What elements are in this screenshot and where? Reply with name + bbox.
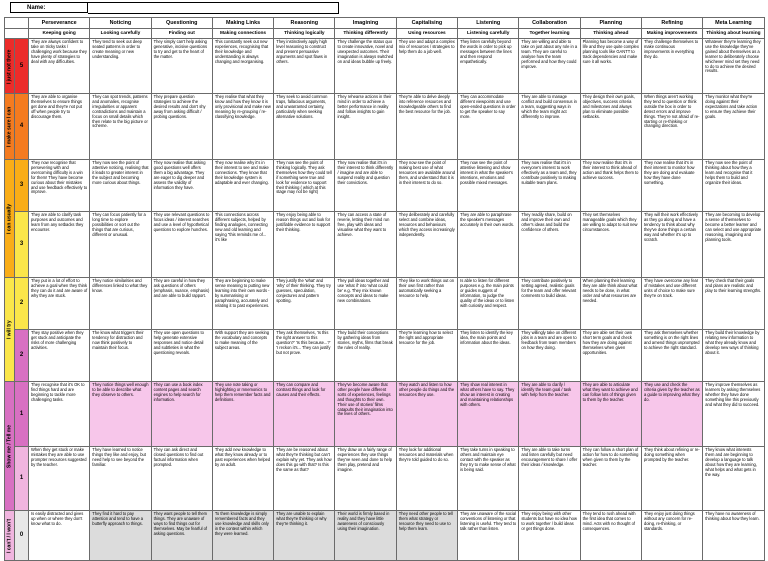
descriptor-cell: When they get stuck or make mistakes they are able to use prompter resources suggested by the teacher. — [29, 447, 90, 511]
column-title: Making Links — [212, 18, 273, 29]
descriptor-cell: Is able to listen for different purposes e.g. the main points or guides nuggets of information, to judge the quality of the ideas or to listen with curiosity and respect. — [458, 278, 519, 330]
level-number: 4 — [15, 94, 29, 160]
descriptor-cell: They draw on a fairly range of experiences they use things they've seen and done to help them play, pretend and imagine. — [335, 447, 396, 511]
descriptor-cell: They now see the point of attentive noticing, realising that it leads to greater interest in the subject and becoming more curious about things. — [90, 160, 151, 212]
descriptor-cell: They now see the point of thinking about how they a learn and recognise that it helps them to build and organize their ideas. — [703, 160, 764, 212]
descriptor-cell: They now see the point of attentive listening and show interest in what the speaker's intentions, emotions and possible mixed messages. — [458, 160, 519, 212]
descriptor-cell: They rehearse actions in their mind in order to achieve a better performance in reality and follow insights to gain insight. — [335, 94, 396, 160]
descriptor-cell: Their world is firmly based in reality and they have little awareness of consciously using their imagination. — [335, 511, 396, 561]
descriptor-cell: They've become aware that other people have different sorts of experiences, feelings and thoughts to their own. Their use of stories/ films catapults their imagination into the lives of others. — [335, 382, 396, 447]
descriptor-cell: They are able to manage conflict and build consensus in a team, suggesting ways in which the team might act differently to improve. — [519, 94, 580, 160]
column-title: Imagining — [335, 18, 396, 29]
descriptor-cell: This constantly seek out new experiences, recognising that their knowledge and understanding is always changing and reorganising. — [212, 39, 273, 94]
band-label: I make sure I can — [5, 94, 15, 160]
table-row — [5, 511, 765, 561]
learning-dispositions-table — [4, 17, 765, 561]
descriptor-cell: Is easily distracted and gives up when or where they don't know what to do. — [29, 511, 90, 561]
descriptor-cell: They can access a state of reverie, letting their mind run free, play with ideas and visualise what they want to achieve. — [335, 212, 396, 278]
descriptor-cell: They're able to delve deeply into reference resources and knowledgeable others to find the best resource for the job. — [396, 94, 457, 160]
descriptor-cell: They now realise that it's in their interest to think ahead of action and thank helps them to achieve success. — [580, 160, 641, 212]
band-label: I will try — [5, 278, 15, 382]
descriptor-cell: They realise that what they know and how they know it is only provisional and make new meaning by re-grouping / re-classifying knowledge. — [212, 94, 273, 160]
level-number: 0 — [15, 511, 29, 561]
descriptor-cell: They have no awareness of thinking about how they learn. — [703, 511, 764, 561]
descriptor-cell: They are able to take turns and listen carefully but need encouragement to share / offer their ideas / knowledge. — [519, 447, 580, 511]
descriptor-cell: They will their work effectively as they go along and have a tendency to think about why they've done things a certain way and whether it's up to scratch. — [641, 212, 702, 278]
descriptor-cell: With support they are seeking the vocabulary and concepts to make meaning of the subject areas. — [212, 330, 273, 382]
descriptor-cell: They like to work things out on their own first rather than automatically seeking a resource to help. — [396, 278, 457, 330]
table-row — [5, 278, 765, 330]
column-subtitle: Together learning — [519, 29, 580, 39]
column-subtitle: Thinking logically — [274, 29, 335, 39]
descriptor-cell: They use relevant questions to focus ideas / interest searches and use a level of hypothetical questions to explore hunches. — [151, 212, 212, 278]
column-title: Collaboration — [519, 18, 580, 29]
descriptor-cell: They instinctively apply high level reasoning to construct and present persuasive arguments and spot flaws in others. — [274, 39, 335, 94]
level-number: 1 — [15, 447, 29, 511]
column-subtitle: Keeping going — [29, 29, 90, 39]
column-subtitle: Looking carefully — [90, 29, 151, 39]
descriptor-cell: They prepare question strategies to achieve the desired results and don't shy away from asking difficult / probing questions. — [151, 94, 212, 160]
table-row — [5, 160, 765, 212]
column-subtitle: Listening carefully — [458, 29, 519, 39]
descriptor-cell: They can use a book index content pages and search engines to help search for information. — [151, 382, 212, 447]
descriptor-cell: They ask themselves whether something is on the right lines and amend things unprompted to achieve the right standard. — [641, 330, 702, 382]
column-title: Meta Learning — [703, 18, 764, 29]
descriptor-cell: They now realise why it's in their interest to see and make connections. They know that their knowledge system is adaptable and ever changing. — [212, 160, 273, 212]
level-number: 3 — [15, 212, 29, 278]
descriptor-cell: They challenge the status quo to create innovative, novel and unexpected outcomes. Their imagination is always switched on and ideas bubble up freely. — [335, 39, 396, 94]
descriptor-cell: They listen to identify the key idea, the main points and information about the ideas. — [458, 330, 519, 382]
descriptor-cell: They notice things well enough to be able to describe what they observe to others. — [90, 382, 151, 447]
descriptor-cell: They are unable to explain what they're thinking or why they're thinking it. — [274, 511, 335, 561]
descriptor-cell: They enjoy being with other students but have no idea how to work together / build ideas or get things done. — [519, 511, 580, 561]
descriptor-cell: They are able to organise themselves to ensure things get done and they're not put off when people try to discourage them. — [29, 94, 90, 160]
table-row — [5, 447, 765, 511]
grid-body — [5, 39, 765, 561]
descriptor-cell: They are unaware of the social conventions of listening or that listening is useful. They tend to talk rather than listen. — [458, 511, 519, 561]
column-subtitle: Making improvements — [641, 29, 702, 39]
column-title: Refining — [641, 18, 702, 29]
descriptor-cell: Whatever they're learning they use the knowledge they've gained about themselves as a learner to deliberately choose whichever mind set they need to do to achieve the desired results. — [703, 39, 764, 94]
descriptor-cell: They want people to tell them things. They are unaware of ways to find things out for themselves. May be fearful of asking questions. — [151, 511, 212, 561]
descriptor-cell: They build their knowledge by relating new information to what they already know and develop new ways of thinking about it. — [703, 330, 764, 382]
descriptor-cell: They now realise that asking good questions well offers them a big advantage. They are eager to dig deeper and assess the validity of information they have. — [151, 160, 212, 212]
column-title: Noticing — [90, 18, 151, 29]
descriptor-cell: To them knowledge is simply remembered facts and they use knowledge and skills only in the context within which they were learned. — [212, 511, 273, 561]
descriptor-cell: They can compare and contrast things and look for causes and their effects. — [274, 382, 335, 447]
band-label: I can usually — [5, 160, 15, 278]
descriptor-cell: They watch and listen to how other people do things and the resources they use. — [396, 382, 457, 447]
descriptor-cell: They ask themselves, 'Is this the right answer to this question?' 'Is this because...?' 'I reckon it's... They can justify but not prove. — [274, 330, 335, 382]
column-title: Capitalising — [396, 18, 457, 29]
level-number: 2 — [15, 278, 29, 330]
descriptor-cell: They pull ideas together and use 'what if' into 'what could be' e.g. They mix known concepts and ideas to make new combinations. — [335, 278, 396, 330]
descriptor-cell: They use note taking or highlighting or mnemonics to help them remember facts and definitions. — [212, 382, 273, 447]
corner-cell-sub — [5, 29, 29, 39]
level-number: 1 — [15, 382, 29, 447]
descriptor-cell: They think about refining or re-doing something when prompted by the teacher. — [641, 447, 702, 511]
descriptor-cell: They can accommodate different viewpoints and use open-ended questions in order to get the speaker to say more. — [458, 94, 519, 160]
descriptor-cell: They improve themselves as learners by asking themselves whether they have done something like this previously and what they did to succeed. — [703, 382, 764, 447]
table-row — [5, 382, 765, 447]
column-title: Planning — [580, 18, 641, 29]
descriptor-cell: They use and check the criteria given by the teacher as a guide to improving what they do. — [641, 382, 702, 447]
name-field[interactable] — [88, 2, 339, 14]
descriptor-cell: They deliberately and carefully select and combine ideas, resources and behaviours which they access increasingly independently. — [396, 212, 457, 278]
descriptor-cell: They look for additional resources and materials when they're told guided to do so. — [396, 447, 457, 511]
descriptor-cell: They contribute positively to setting agreed, realistic goals for the team and offer relevant comments to build ideas. — [519, 278, 580, 330]
descriptor-cell: They use and adapt a complex mix of resources / strategies to help them do a job well. — [396, 39, 457, 94]
column-subtitle: Using resources — [396, 29, 457, 39]
descriptor-cell: They readily share, build on and improve their own and other's ideas and build the confidence of others. — [519, 212, 580, 278]
name-row — [10, 2, 339, 13]
descriptor-cell: They know what interests them and are beginning to develop a language to talk about how they are learning, what helps and what gets in the way. — [703, 447, 764, 511]
descriptor-cell: They are always confident to take on tricky tasks / challenging work because they have plenty of strategies to deal with any difficulties. — [29, 39, 90, 94]
corner-cell — [5, 18, 29, 29]
column-title: Questioning — [151, 18, 212, 29]
descriptor-cell: They listen carefully beyond the words in order to pick up messages between the lines and then respond empathetically. — [458, 39, 519, 94]
column-subtitle: Finding out — [151, 29, 212, 39]
descriptor-cell: They can spot trends, patterns and anomalies, recognise irregularities or apparent contradictions and maintain a focus on small details which then relate to the big picture or scheme. — [90, 94, 151, 160]
descriptor-cell: They now see the point of thinking logically. They ask themselves how they could tell if something were true and look for evidence to support their thinking ( which at this stage may not be right) — [274, 160, 335, 212]
descriptor-cell: They design their own goals, objectives, success criteria and milestones and always plan to eliminate possible setbacks. — [580, 94, 641, 160]
descriptor-cell: Planning has become a way of life and they use quite complex planning tools like GANTT to track dependencies and make sure it all works. — [580, 39, 641, 94]
descriptor-cell: They have learned to notice things they like and enjoy, but need help to see beyond the familiar. — [90, 447, 151, 511]
descriptor-cell: They recognise that it's OK to find things hard and are beginning to tackle more challenging tasks. — [29, 382, 90, 447]
descriptor-cell: They now see the point of making best use of what resources are available around them, and understand that it is in their interest to do so. — [396, 160, 457, 212]
band-label: I just not there — [5, 39, 15, 94]
descriptor-cell: They tend to seek out deep seated patterns in order to create meaning or new understanding. — [90, 39, 151, 94]
descriptor-cell: This connections across different subjects, helped by finding analogies, connecting new and old learning and saying "this reminds me of... it's like — [212, 212, 273, 278]
descriptor-cell: They enjoy being able to reason things out and look for justifiable evidence to support their thinking. — [274, 212, 335, 278]
column-subtitles-row — [5, 29, 765, 39]
descriptor-cell: They can focus patiently for a long time to explore possibilities or sort out the things that are curious, different or unusual. — [90, 212, 151, 278]
descriptor-cell: They willingly take on different jobs in a team and are open to feedback from team members on how they doing. — [519, 330, 580, 382]
descriptor-cell: They check that their goals and plans are realistic and play to their learning strengths. — [703, 278, 764, 330]
level-number: 5 — [15, 39, 29, 94]
descriptor-cell: They are able to clarify task purposes and outcomes and learn from any setbacks they encounter. — [29, 212, 90, 278]
descriptor-cell: They use open questions to help generate extensive responses and notice detail and subtleties in what the questioning reveals. — [151, 330, 212, 382]
table-row — [5, 94, 765, 160]
descriptor-cell: They now recognise that persevering with and overcoming difficulty is a win for them! They have become curious about their mistakes and use feedback effectively to improve. — [29, 160, 90, 212]
descriptor-cell: They are beginning to make sense meaning to putting new learning into their own words - by summarising or paraphrasing, accurately and relating it to past experiences. — [212, 278, 273, 330]
descriptor-cell: They find it hard to pay attention and tend to have a butterfly approach to things. — [90, 511, 151, 561]
descriptor-cell: They are be reasoned about what they're thinking but can't explain why yet. They ask how does this go with that? Is this the same as that? — [274, 447, 335, 511]
column-title: Listening — [458, 18, 519, 29]
column-title: Reasoning — [274, 18, 335, 29]
descriptor-cell: They can ask direct and closed questions to find out factual information when prompted. — [151, 447, 212, 511]
descriptor-cell: They are able to articulate what they want to achieve and can follow lots of things given to them by the teacher. — [580, 382, 641, 447]
column-titles-row — [5, 18, 765, 29]
descriptor-cell: They monitor what they're doing against their expectations and take action to ensure they achieve their goals. — [703, 94, 764, 160]
band-label: I can't / I won't — [5, 511, 15, 561]
band-label: Show me / Tell me — [5, 382, 15, 511]
table-row — [5, 39, 765, 94]
descriptor-cell: They enjoy just doing things without any concern for re-doing, re-thinking, or standards. — [641, 511, 702, 561]
column-subtitle: Making connections — [212, 29, 273, 39]
descriptor-cell: They build their conceptions by gathering ideas from stories, myths, films that break the rules of reality. — [335, 330, 396, 382]
descriptor-cell: They now realise that it's in their interest to monitor how they are doing and evaluate how they have done something. — [641, 160, 702, 212]
table-row — [5, 212, 765, 278]
name-label: Name: — [10, 2, 88, 13]
descriptor-cell: They put in a lot of effort to achieve a goal when they think they can do it and are aware of why they are stuck. — [29, 278, 90, 330]
descriptor-cell: They stay positive when they get stuck and anticipate the risks of more challenging activities. — [29, 330, 90, 382]
descriptor-cell: They now realise that it's in their interest to think differently / imagine and are able to suspend reality and question their convictions. — [335, 160, 396, 212]
level-number: 3 — [15, 160, 29, 212]
descriptor-cell: They're learning how to select the right and appropriate resource for the job. — [396, 330, 457, 382]
level-number: 2 — [15, 330, 29, 382]
descriptor-cell: They simply can't help asking generative, incisive questions to try and get to the heart of the matter. — [151, 39, 212, 94]
column-subtitle: Thinking about learning — [703, 29, 764, 39]
descriptor-cell: They show real interest in what others have to say. They show an interest in creating and maintaining relationships with others. — [458, 382, 519, 447]
descriptor-cell: They are able to clarify / identify the team goal / task with help from the teacher. — [519, 382, 580, 447]
descriptor-cell: They notice similarities and differences linked to what they know. — [90, 278, 151, 330]
descriptor-cell: When things aren't working they tend to question or think outside the box in order to detect errors and improve things. They're not afraid of re-starting or re-thinking or changing direction. — [641, 94, 702, 160]
descriptor-cell: The know what triggers their tendency for distraction and now think positively to maintain their focus. — [90, 330, 151, 382]
descriptor-cell: They tend to rush ahead with the first idea that comes to mind. Acts with no thought of consequences. — [580, 511, 641, 561]
descriptor-cell: They justify the 'what' and 'why' of their thinking. They try guesses, speculation, conjectures and pattern spotting. — [274, 278, 335, 330]
descriptor-cell: They need other people to tell them what strategy or resource they need to use to help them learn. — [396, 511, 457, 561]
column-title: Perseverance — [29, 18, 90, 29]
descriptor-cell: They can follow a short plan of action for how to do something when given to them by the teacher. — [580, 447, 641, 511]
descriptor-cell: They now realise that it's in everyone's interest to work effectively as a team and, they contribute positively to making suitable team plans. — [519, 160, 580, 212]
descriptor-cell: They are able to paraphrase the speaker's messages accurately in their own words. — [458, 212, 519, 278]
descriptor-cell: They set themselves manageable goals which they are willing to adapt to suit new circumstances. — [580, 212, 641, 278]
descriptor-cell: They challenge themselves to make continuous improvements in everything they do. — [641, 39, 702, 94]
column-subtitle: Thinking differently — [335, 29, 396, 39]
descriptor-cell: They add new knowledge to what they know already or to past experiences when helped by an adult. — [212, 447, 273, 511]
descriptor-cell: They are becoming to develop a sense of themselves to become a better learner and can select and use appropriate reasoning, imagining and planning tools. — [703, 212, 764, 278]
descriptor-cell: They are able set their own short term goals and check how they are doing against themselves when given opportunities. — [580, 330, 641, 382]
descriptor-cell: They have overcome any fear of mistakes and use different units of choice to make sure they're on track. — [641, 278, 702, 330]
descriptor-cell: They take turns in speaking to others and maintain eye contact with the speaker as they try to make sense of what is being said. — [458, 447, 519, 511]
table-row — [5, 330, 765, 382]
column-subtitle: Thinking ahead — [580, 29, 641, 39]
descriptor-cell: They are willing and able to take on just about any role in a team. They are careful to analyse how the team performed and how they could improve. — [519, 39, 580, 94]
descriptor-cell: When planning their learning they are able think about what needs to be done, in what order and what resources are needed. — [580, 278, 641, 330]
descriptor-cell: They seek to avoid common traps, fallacious arguments, and unwarranted certainty, particularly when seeking alternative solutions. — [274, 94, 335, 160]
descriptor-cell: They are careful in how they ask questions of others (emphasis, nuance, emphasis) and are able to build rapport. — [151, 278, 212, 330]
